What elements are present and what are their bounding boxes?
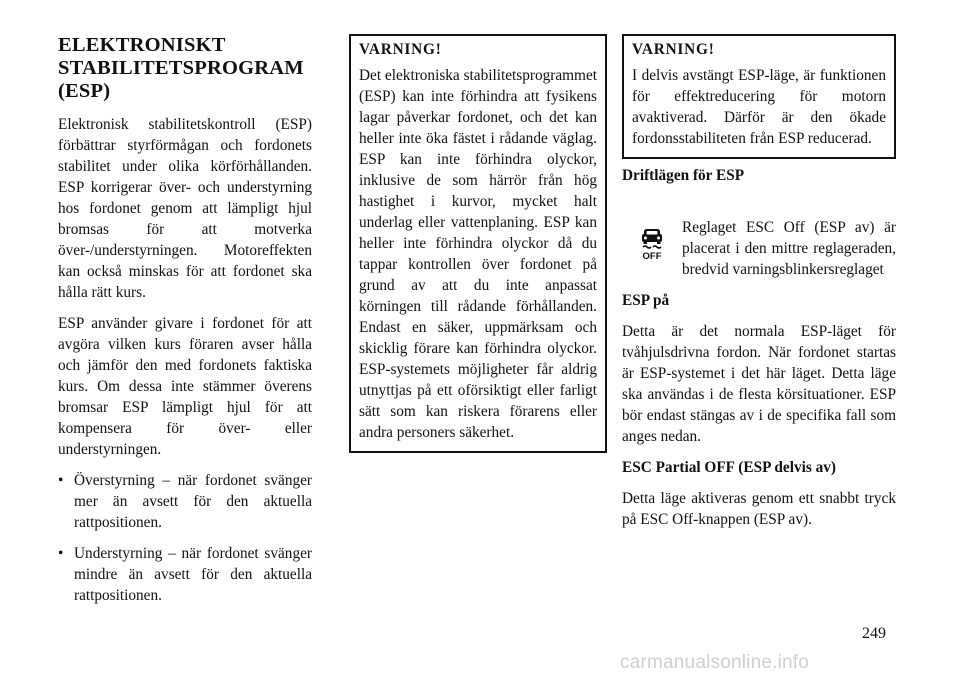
steering-list <box>58 470 312 606</box>
paragraph-intro: Elektronisk stabilitetskontroll (ESP) förbättrar styrförmågan och fordonets stabilitet under olika körförhållanden. ESP korrigerar över- och understyrning hos fordonet genom att lämpligt hjul bromsas för att motverka över-/understyrningen. Motoreffekten kan också minskas för att fordonet ska hålla rätt kurs. <box>58 116 312 301</box>
column-right <box>622 34 896 540</box>
section-title: ELEKTRONISKT STABILITETSPROGRAM (ESP) <box>58 34 304 102</box>
icon-label: OFF <box>642 251 662 260</box>
page-number: 249 <box>862 625 886 642</box>
list-item <box>58 470 312 533</box>
list-item-text: Överstyrning – när fordonet svänger mer än avsett för den aktuella rattpositionen. <box>74 472 312 531</box>
warning-text: Det elektroniska stabilitetsprogrammet (ESP) kan inte förhindra att fysikens lagar påverkar fordonet, och det kan heller inte öka fästet i rådande väglag. ESP kan inte förhindra olyckor, inklusive de som härrör från hög hastighet i kurvor, mycket halt underlag eller vattenplaning. ESP kan heller inte förhindra olyckor då du tappar kontrollen över fordonet på grund av att du inte anpassat körningen till rådande förhållanden. Endast en säker, uppmärksam och skicklig förare kan förhindra olyckor. ESP-systemets möjligheter får aldrig utnyttjas på ett oförsiktigt eller farligt sätt som kan riskera förarens eller andra personers säkerhet. <box>359 67 597 441</box>
warning-box <box>349 34 607 453</box>
esp-on-text: Detta är det normala ESP-läget för tvåhjulsdrivna fordon. När fordonet startas är ESP-systemet i det här läget. Detta läge ska användas i de flesta körsituationer. ESP bör endast stängas av i de specifika fall som anges nedan. <box>622 323 896 445</box>
list-item <box>58 543 312 606</box>
warning-title: VARNING! <box>359 41 442 58</box>
warning-text: I delvis avstängt ESP-läge, är funktionen för effektreducering för motorn avaktiverad. Därför är den ökade fordonsstabiliteten från ESP reducerad. <box>632 67 886 147</box>
esc-off-icon <box>622 217 682 263</box>
column-middle <box>349 34 607 453</box>
bullet-marker: • <box>58 472 64 489</box>
paragraph-sensors: ESP använder givare i fordonet för att avgöra vilken kurs föraren avser hålla och jämför den med fordonets faktiska kurs. Om dessa inte stämmer överens bromsar ESP lämpligt hjul för att kompensera för över- eller understyrningen. <box>58 315 312 458</box>
watermark: carmanualsonline.info <box>620 652 810 673</box>
esc-off-text: Reglaget ESC Off (ESP av) är placerat i den mittre reglageraden, bredvid varningsblinkersreglaget <box>682 219 896 278</box>
partial-off-heading: ESC Partial OFF (ESP delvis av) <box>622 459 837 476</box>
bullet-marker: • <box>58 545 64 562</box>
column-left <box>58 34 312 616</box>
warning-title: VARNING! <box>632 41 715 58</box>
list-item-text: Understyrning – när fordonet svänger mindre än avsett för den aktuella rattpositionen. <box>74 545 312 604</box>
esp-on-heading: ESP på <box>622 292 670 309</box>
modes-heading: Driftlägen för ESP <box>622 167 745 184</box>
partial-off-text: Detta läge aktiveras genom ett snabbt tryck på ESC Off-knappen (ESP av). <box>622 490 896 528</box>
warning-box-partial <box>622 34 896 159</box>
esc-off-description <box>622 217 896 280</box>
